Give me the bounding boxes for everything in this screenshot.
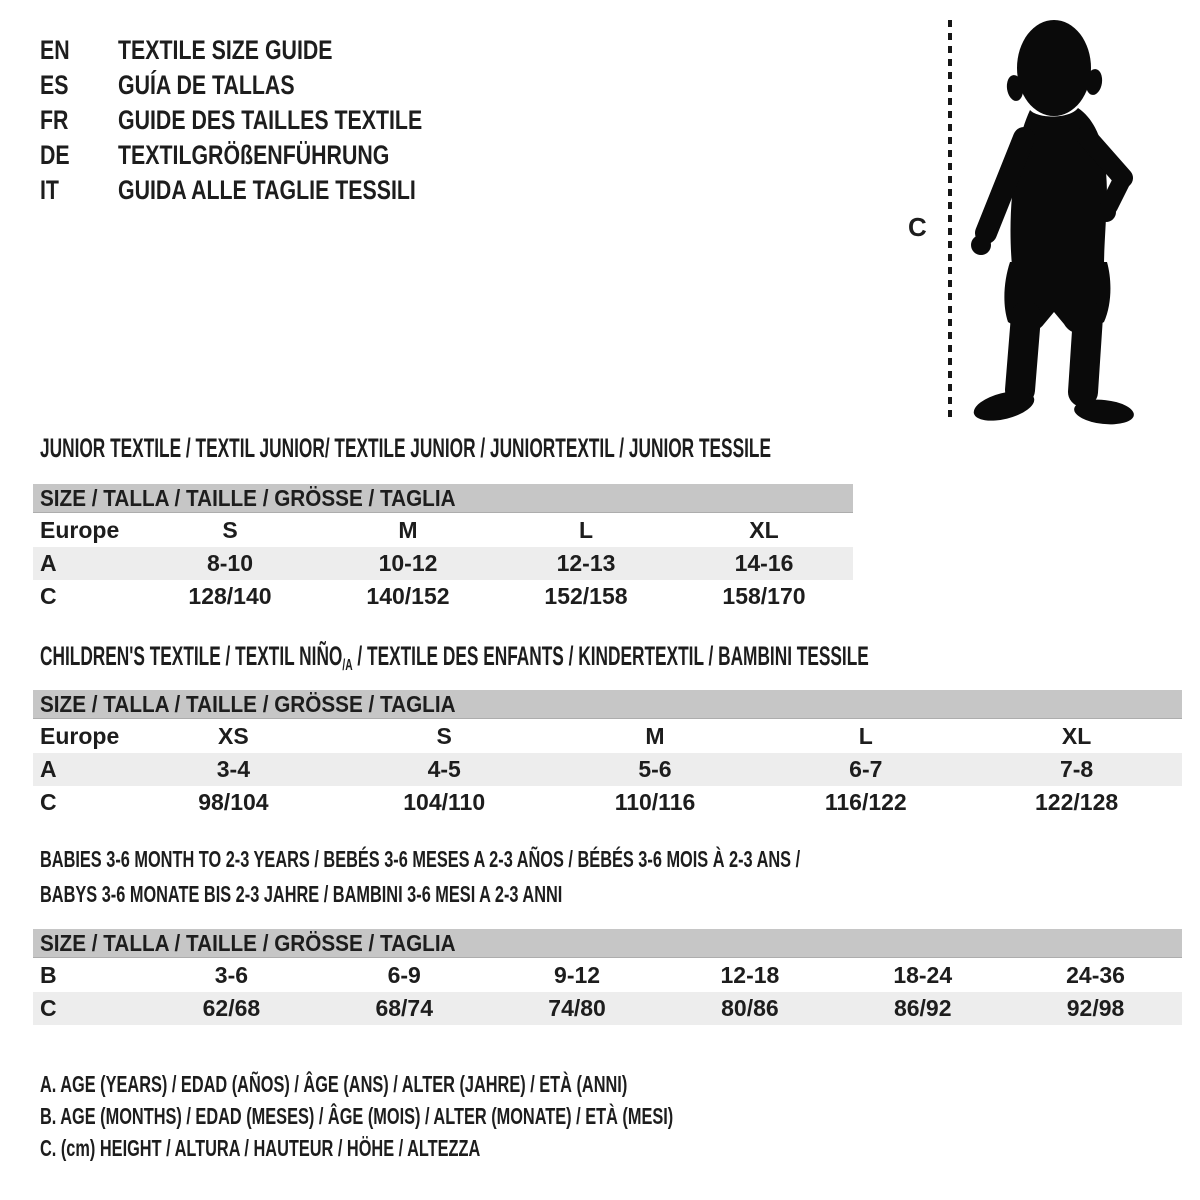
height-measure-label: C	[908, 212, 927, 242]
babies-heading-line1	[40, 846, 1111, 872]
junior-heading-text: JUNIOR TEXTILE / TEXTIL JUNIOR/ TEXTILE JUNIOR / JUNIORTEXTIL / JUNIOR TESSILE	[40, 433, 771, 463]
size-cell: S	[222, 517, 238, 543]
size-band-label: SIZE / TALLA / TAILLE / GRÖSSE / TAGLIA	[40, 485, 456, 511]
legend-line-c	[40, 1135, 932, 1167]
lang-row-es	[40, 71, 503, 106]
lang-row-it	[40, 176, 503, 211]
size-cell: S	[436, 723, 452, 749]
months-cell: 24-36	[1066, 962, 1125, 988]
size-cell: XS	[218, 723, 249, 749]
size-cell: M	[645, 723, 665, 749]
size-cell: XL	[1061, 723, 1092, 749]
height-cell: 104/110	[403, 789, 486, 815]
height-cell: 68/74	[375, 995, 434, 1021]
toddler-silhouette-icon	[966, 18, 1136, 428]
size-band-label: SIZE / TALLA / TAILLE / GRÖSSE / TAGLIA	[40, 930, 456, 956]
height-cell: 92/98	[1066, 995, 1125, 1021]
region-label: Europe	[40, 517, 120, 543]
babies-height-row	[33, 992, 1182, 1025]
months-cell: 18-24	[893, 962, 953, 988]
junior-size-table	[33, 484, 853, 613]
lang-row-de	[40, 141, 503, 176]
age-cell: 14-16	[734, 550, 794, 576]
height-cell: 86/92	[893, 995, 952, 1021]
row-c-label: C	[40, 995, 57, 1021]
legend-line-a-text: A. AGE (YEARS) / EDAD (AÑOS) / ÂGE (ANS) / ALTER (JAHRE) / ETÀ (ANNI)	[40, 1071, 628, 1097]
lang-title-it: GUIDA ALLE TAGLIE TESSILI	[118, 175, 416, 205]
children-heading-text	[40, 643, 869, 679]
age-cell: 8-10	[206, 550, 254, 576]
children-region-row	[33, 720, 1182, 753]
age-cell: 4-5	[427, 756, 461, 782]
lang-title-fr: GUIDE DES TAILLES TEXTILE	[118, 105, 423, 135]
height-cell: 116/122	[824, 789, 907, 815]
children-section-heading	[40, 643, 1200, 679]
height-cell: 128/140	[188, 583, 272, 609]
height-cell: 62/68	[202, 995, 261, 1021]
legend-line-b-text: B. AGE (MONTHS) / EDAD (MESES) / ÂGE (MOIS) / ALTER (MONATE) / ETÀ (MESI)	[40, 1103, 674, 1129]
lang-title-en: TEXTILE SIZE GUIDE	[118, 35, 333, 65]
age-cell: 5-6	[638, 756, 672, 782]
height-cell: 80/86	[721, 995, 779, 1021]
row-c-label: C	[40, 583, 57, 609]
height-measure-dotted-line	[948, 20, 952, 417]
months-cell: 12-18	[720, 962, 780, 988]
months-cell: 3-6	[214, 962, 249, 988]
row-a-label: A	[40, 550, 57, 576]
babies-size-band	[33, 929, 1182, 958]
age-cell: 12-13	[556, 550, 616, 576]
months-cell: 6-9	[387, 962, 421, 988]
age-cell: 7-8	[1059, 756, 1094, 782]
junior-age-row	[33, 547, 853, 580]
children-heading-main: CHILDREN'S TEXTILE / TEXTIL NIÑO	[40, 641, 343, 671]
lang-title-es: GUÍA DE TALLAS	[118, 70, 295, 100]
size-cell: L	[578, 517, 594, 543]
row-a-label: A	[40, 756, 57, 782]
children-height-row	[33, 786, 1182, 819]
age-cell: 3-4	[216, 756, 251, 782]
height-cell: 140/152	[366, 583, 450, 609]
children-heading-rest: / TEXTILE DES ENFANTS / KINDERTEXTIL / BAMBINI TESSILE	[352, 641, 869, 671]
height-cell: 98/104	[198, 789, 269, 815]
junior-section-heading	[40, 435, 1182, 461]
height-cell: 122/128	[1035, 789, 1119, 815]
row-b-label: B	[40, 962, 57, 988]
age-cell: 10-12	[378, 550, 438, 576]
children-size-band	[33, 690, 1182, 719]
height-cell: 110/116	[614, 789, 696, 815]
height-cell: 74/80	[548, 995, 606, 1021]
size-cell: M	[398, 517, 418, 543]
size-band-label: SIZE / TALLA / TAILLE / GRÖSSE / TAGLIA	[40, 691, 456, 717]
height-cell: 152/158	[544, 583, 628, 609]
legend-line-c-text: C. (cm) HEIGHT / ALTURA / HAUTEUR / HÖHE / ALTEZZA	[40, 1135, 481, 1161]
babies-size-table	[33, 929, 1182, 1025]
size-cell: L	[858, 723, 873, 749]
size-cell: XL	[749, 517, 779, 543]
babies-months-row	[33, 959, 1182, 992]
legend-line-a	[40, 1071, 932, 1103]
babies-heading-line2	[40, 881, 776, 907]
months-cell: 9-12	[554, 962, 601, 988]
legend-line-b	[40, 1103, 932, 1135]
junior-region-row	[33, 514, 853, 547]
measure-legend	[40, 1071, 932, 1167]
lang-code-de: DE	[40, 140, 70, 170]
lang-code-fr: FR	[40, 105, 69, 135]
region-label: Europe	[40, 723, 120, 749]
junior-height-row	[33, 580, 853, 613]
babies-heading-line2-text: BABYS 3-6 MONATE BIS 2-3 JAHRE / BAMBINI 3-6 MESI A 2-3 ANNI	[40, 881, 563, 907]
lang-title-de: TEXTILGRÖßENFÜHRUNG	[118, 140, 390, 170]
lang-code-en: EN	[40, 35, 70, 65]
lang-row-en	[40, 36, 503, 71]
babies-heading-line1-text: BABIES 3-6 MONTH TO 2-3 YEARS / BEBÉS 3-6 MESES A 2-3 AÑOS / BÉBÉS 3-6 MOIS À 2-3 ANS /	[40, 846, 801, 872]
lang-code-es: ES	[40, 70, 69, 100]
lang-code-it: IT	[40, 175, 59, 205]
children-size-table	[33, 690, 1182, 819]
row-c-label: C	[40, 789, 57, 815]
height-cell: 158/170	[722, 583, 806, 609]
children-heading-subscript: /A	[342, 657, 353, 674]
language-title-list	[40, 36, 503, 211]
lang-row-fr	[40, 106, 503, 141]
children-age-row	[33, 753, 1182, 786]
junior-size-band	[33, 484, 853, 513]
age-cell: 6-7	[849, 756, 883, 782]
